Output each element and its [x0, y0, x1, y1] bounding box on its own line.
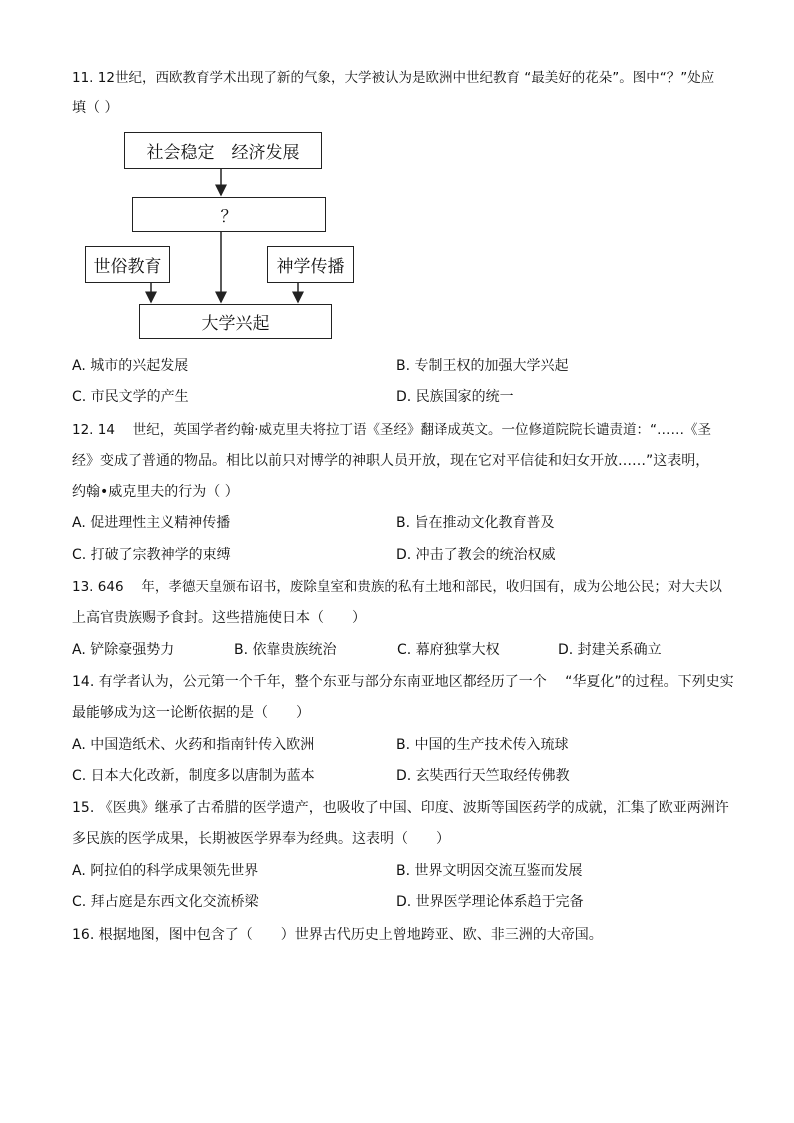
q16-stem-line1: 16. 根据地图，图中包含了（ ）世界古代历史上曾地跨亚、欧、非三洲的大帝国。 — [72, 927, 603, 943]
q12-stem-line2: 经》变成了普通的物品。相比以前只对博学的神职人员开放，现在它对平信徒和妇女开放……”这表明， — [72, 453, 710, 469]
q11-stem-line1: 11. 12世纪，西欧教育学术出现了新的气象，大学被认为是欧洲中世纪教育 “最美好的花朵”。图中“？”处应 — [72, 70, 715, 86]
q13-option-c: C. 幕府独掌大权 — [397, 642, 500, 658]
q11-option-a: A. 城市的兴起发展 — [72, 358, 189, 374]
q14-option-d: D. 玄奘西行天竺取经传佛教 — [396, 768, 570, 784]
q11-stem-line2: 填（ ） — [72, 100, 119, 116]
q14-option-a: A. 中国造纸术、火药和指南针传入欧洲 — [72, 737, 315, 753]
box-secular-education: 世俗教育 — [85, 246, 170, 283]
q13-stem-line2: 上高官贵族赐予食封。这些措施使日本（ ） — [72, 610, 366, 626]
q14-option-c: C. 日本大化改新，制度多以唐制为蓝本 — [72, 768, 315, 784]
q12-stem-line1: 12. 14 世纪，英国学者约翰·威克里夫将拉丁语《圣经》翻译成英文。一位修道院院长谴责道：“……《圣 — [72, 422, 712, 438]
q15-option-a: A. 阿拉伯的科学成果领先世界 — [72, 863, 259, 879]
q15-option-c: C. 拜占庭是东西文化交流桥梁 — [72, 894, 259, 910]
q15-stem-line1: 15. 《医典》继承了古希腊的医学遗产，也吸收了中国、印度、波斯等国医药学的成就，汇集了欧亚两洲许 — [72, 800, 729, 816]
box-university-rise: 大学兴起 — [139, 304, 332, 339]
q13-option-b: B. 依靠贵族统治 — [234, 642, 337, 658]
q11-option-d: D. 民族国家的统一 — [396, 389, 514, 405]
q13-stem-line1: 13. 646 年，孝德天皇颁布诏书，废除皇室和贵族的私有土地和部民，收归国有，成为公地公民；对大夫以 — [72, 579, 722, 595]
q15-option-b: B. 世界文明因交流互鉴而发展 — [396, 863, 583, 879]
q15-option-d: D. 世界医学理论体系趋于完备 — [396, 894, 584, 910]
q14-option-b: B. 中国的生产技术传入琉球 — [396, 737, 569, 753]
diagram-arrows — [0, 0, 794, 360]
q12-option-c: C. 打破了宗教神学的束缚 — [72, 547, 231, 563]
q13-option-a: A. 铲除豪强势力 — [72, 642, 175, 658]
box-social-economy: 社会稳定 经济发展 — [124, 132, 322, 169]
box-theology-spread: 神学传播 — [267, 246, 354, 283]
q12-option-a: A. 促进理性主义精神传播 — [72, 515, 231, 531]
q14-stem-line2: 最能够成为这一论断依据的是（ ） — [72, 705, 310, 721]
q12-stem-line3: 约翰•威克里夫的行为（ ） — [72, 484, 239, 500]
q11-option-b: B. 专制王权的加强大学兴起 — [396, 358, 569, 374]
q13-option-d: D. 封建关系确立 — [558, 642, 662, 658]
box-question-mark: ？ — [132, 197, 326, 232]
q14-stem-line1: 14. 有学者认为，公元第一个千年，整个东亚与部分东南亚地区都经历了一个 “华夏化”的过程。下列史实 — [72, 674, 734, 690]
q11-flow-diagram — [0, 0, 794, 360]
q12-option-d: D. 冲击了教会的统治权威 — [396, 547, 556, 563]
q11-option-c: C. 市民文学的产生 — [72, 389, 189, 405]
q15-stem-line2: 多民族的医学成果，长期被医学界奉为经典。这表明（ ） — [72, 831, 450, 847]
q12-option-b: B. 旨在推动文化教育普及 — [396, 515, 555, 531]
